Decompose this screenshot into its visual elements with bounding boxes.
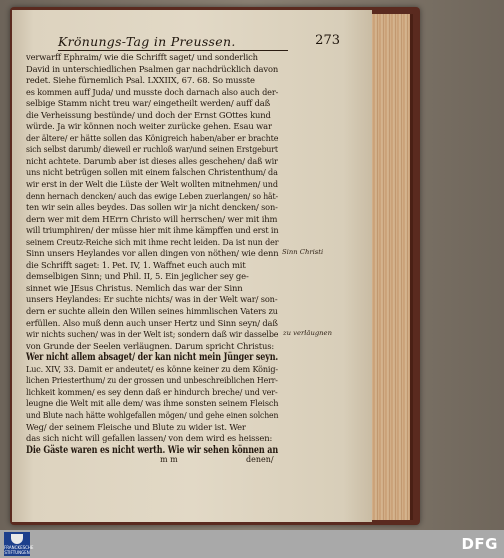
text-line: die Verheissung bestünde/ und doch der Ernst GOttes kund <box>26 109 271 120</box>
signature-mark: m m <box>160 455 178 464</box>
text-line: sinnet wie JEsus Christus. Nemlich das war der Sinn <box>26 282 243 293</box>
page-edges <box>372 14 413 520</box>
page-header <box>58 30 358 52</box>
text-line: es kommen auff Juda/ und musste doch darnach also auch der- <box>26 86 279 97</box>
text-line: dern wer mit dem HErrn Christo will herrschen/ wer mit ihm <box>26 213 278 224</box>
text-line: lichkeit kommen/ es sey denn daß er hindurch breche/ und ver- <box>26 386 278 397</box>
text-line: lichen Priesterthum/ zu der grossen und unbeschreiblichen Herr- <box>26 375 278 386</box>
text-line: wir nichts suchen/ was in der Welt ist; sondern daß wir dasselbe <box>26 329 279 340</box>
text-line: die Schrifft saget: 1. Pet. IV, 1. Waffnet euch auch mit <box>26 259 246 270</box>
logo-text: FRANCKESCHE STIFTUNGEN <box>4 545 34 555</box>
text-line: Luc. XIV, 33. Damit er andeutet/ es könne keiner zu dem König- <box>26 363 278 374</box>
header-rule <box>58 50 288 51</box>
dfg-logo[interactable]: DFG <box>461 535 498 553</box>
text-line: das sich nicht will gefallen lassen/ von dem wird es heissen: <box>26 433 273 444</box>
running-head: Krönungs-Tag in Preussen. <box>58 34 236 49</box>
text-line: sich selbst darumb/ dieweil er ruchloß war/und seinen Erstgeburt <box>26 144 278 155</box>
text-line: verwarff Ephraim/ wie die Schrifft saget/ und sonderlich <box>26 52 258 62</box>
text-line: David in unterschiedlichen Psalmen gar nachdrücklich davon <box>26 63 279 74</box>
text-line: redet. Siehe fürnemlich Psal. LXXIIX, 67. 68. So musste <box>26 75 255 86</box>
text-line: denn hernach dencken/ auch das ewige Leben zuerlangen/ so hät- <box>26 190 278 201</box>
text-line: wir erst in der Welt die Lüste der Welt wollten mitnehmen/ und <box>26 179 278 190</box>
viewer-footer <box>0 530 504 558</box>
text-line: Die Gäste waren es nicht werth. Wie wir sehen können an <box>26 443 279 456</box>
text-line: will triumphiren/ der müsse hier mit ihme kämpffen und erst in <box>26 225 279 236</box>
text-line: dern er suchte allein den Willen seines himmlischen Vaters zu <box>26 306 278 317</box>
francke-logo[interactable] <box>4 532 34 556</box>
text-line: selbige Stamm nicht treu war/ eingetheilt werden/ auff daß <box>26 98 271 109</box>
text-line: seinem Creutz-Reiche sich mit ihme recht leiden. Da ist nun der <box>26 236 279 247</box>
crest-icon <box>11 534 23 544</box>
text-line: uns nicht betrügen sollen mit einem falschen Christenthum/ da <box>26 167 278 178</box>
page-number: 273 <box>315 33 340 48</box>
text-line: würde. Ja wir können noch weiter zurücke gehen. Esau war <box>26 121 272 132</box>
text-line: erfüllen. Also muß denn auch unser Hertz und Sinn seyn/ daß <box>26 317 278 328</box>
text-line: ten wir sein alles beydes. Das sollen wir ja nicht dencken/ son- <box>26 202 278 213</box>
text-line: leugne die Welt mit alle dem/ was ihme sonsten seinem Fleisch <box>26 398 279 409</box>
text-line: demselbigen Sinn; und Phil. II, 5. Ein jeglicher sey ge- <box>26 271 249 282</box>
text-line: unsers Heylandes: Er suchte nichts/ was in der Welt war/ son- <box>26 294 278 305</box>
marginal-note-verlaeugnen: zu verläugnen <box>283 329 332 337</box>
text-line: Sinn unsers Heylandes vor allen dingen von nöthen/ wie denn <box>26 248 279 259</box>
text-line: Wer nicht allem absaget/ der kan nicht mein Jünger seyn. <box>26 351 279 364</box>
text-line: Weg/ der seinem Fleische und Blute zu wider ist. Wer <box>26 421 246 432</box>
marginal-note-sinn-christi: Sinn Christi <box>282 248 324 256</box>
text-line: und Blute nach hätte wohlgefallen mögen/ und gehe einen solchen <box>26 409 279 420</box>
text-line: der ältere/ er hätte sollen das Königreich haben/aber er brachte <box>26 132 279 143</box>
text-line: nicht achtete. Darumb aber ist dieses alles geschehen/ daß wir <box>26 155 278 166</box>
body-text <box>26 52 278 456</box>
text-line: von Grunde der Seelen verläugnen. Darum spricht Christus: <box>26 340 275 351</box>
catchword: denen/ <box>246 455 274 464</box>
